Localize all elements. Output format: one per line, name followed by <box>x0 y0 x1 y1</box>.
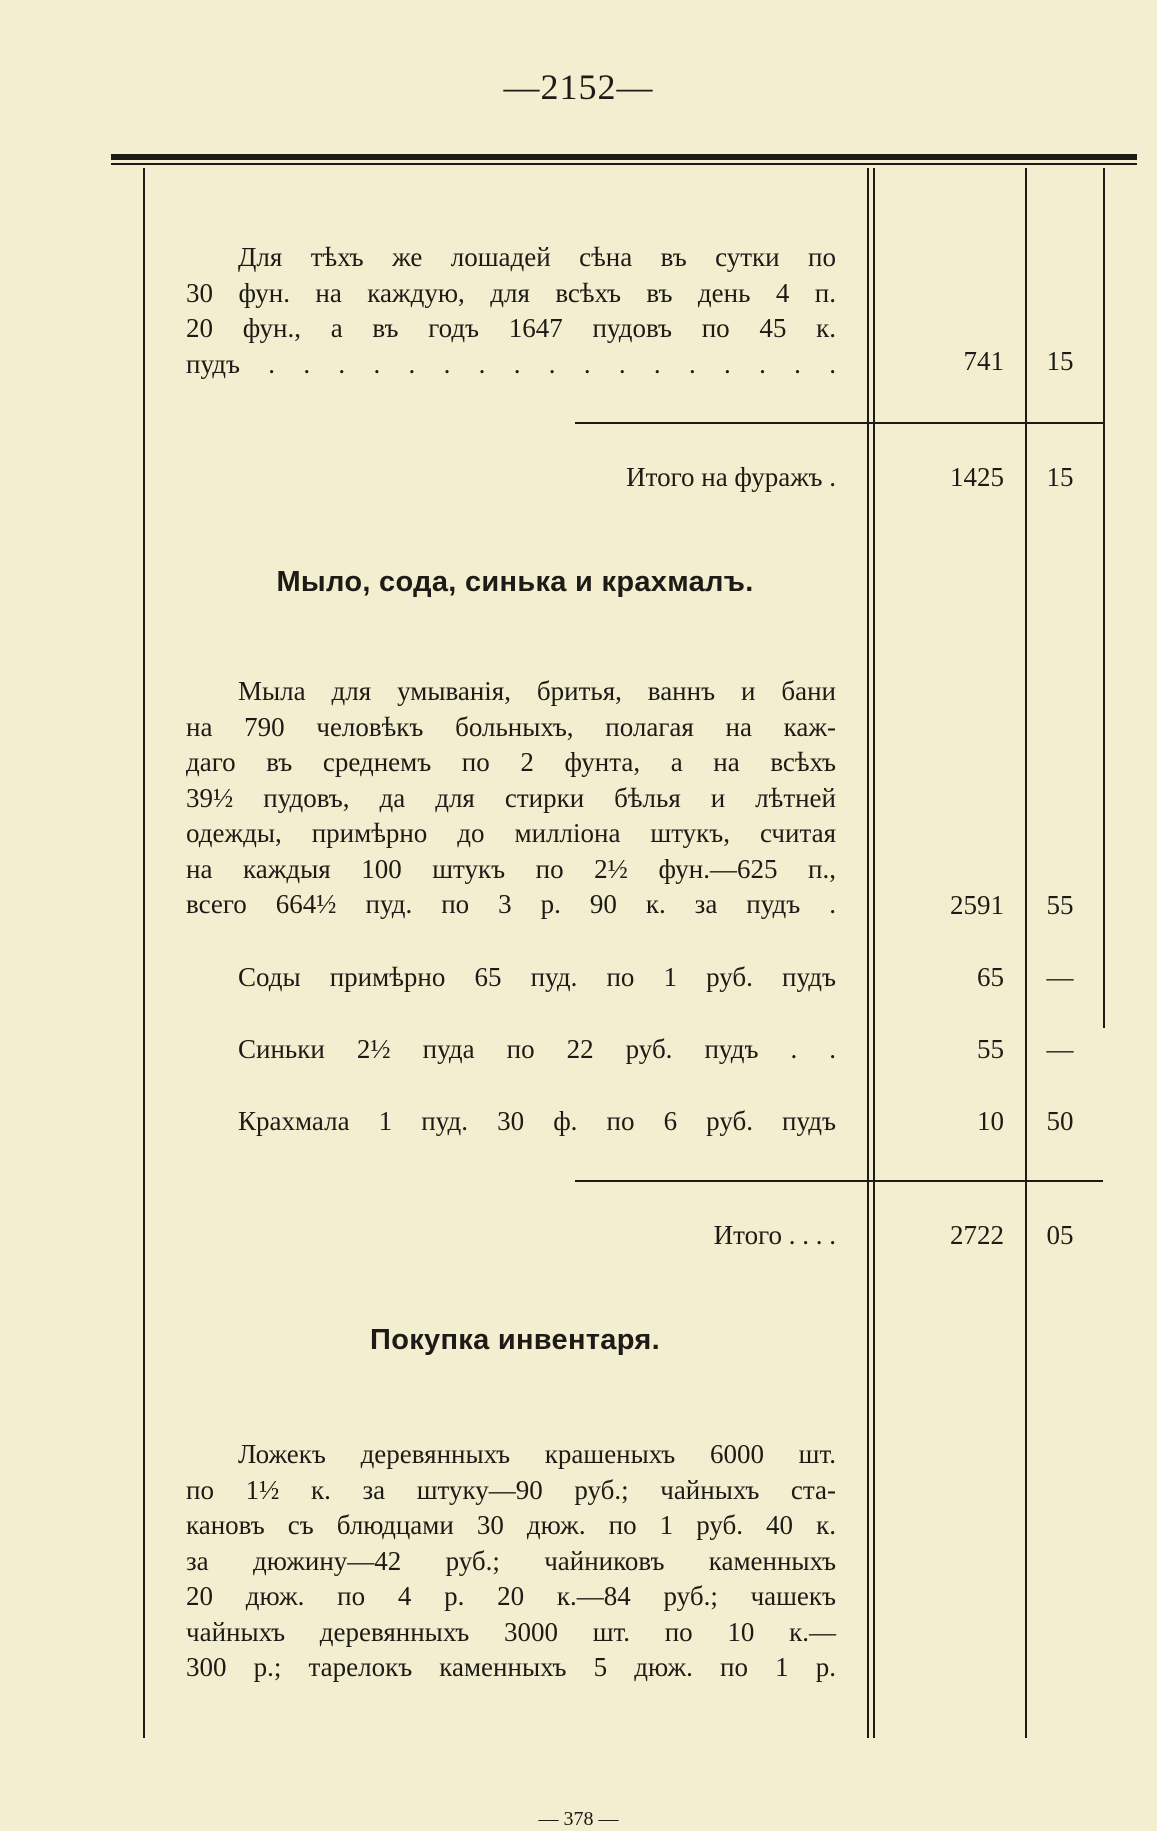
soap-section-heading: Мыло, сода, синька и крахмалъ. <box>276 566 754 598</box>
soap-line-2: на 790 человѣкъ больныхъ, полагая на каж- <box>186 711 836 742</box>
soap-line-6: на каждыя 100 штукъ по 2½ фун.—625 п., <box>186 853 836 884</box>
soap-total-kopecks: 05 <box>1046 1220 1074 1250</box>
top-rule-thin <box>111 163 1137 165</box>
soap-total-rubles: 2722 <box>950 1220 1004 1250</box>
starch-kopecks: 50 <box>1046 1106 1074 1136</box>
sum-rule-1 <box>575 422 1103 424</box>
soap-total-label: Итого . . . . <box>713 1220 836 1250</box>
hay-paragraph <box>186 240 836 382</box>
blue-item: Синьки 2½ пуда по 22 руб. пудъ . . <box>238 1034 836 1064</box>
page-header-number: —2152— <box>503 67 654 107</box>
blue-kopecks: — <box>1046 1034 1074 1064</box>
forage-total-label: Итого на фуражъ . <box>626 462 836 492</box>
hay-line-4: пудъ . . . . . . . . . . . . . . . . . <box>186 348 836 379</box>
kopecks-col-left-border <box>1025 168 1027 1738</box>
forage-total-kopecks: 15 <box>1046 462 1074 492</box>
inventory-line-1: Ложекъ деревянныхъ крашеныхъ 6000 шт. <box>238 1439 836 1469</box>
starch-rubles: 10 <box>977 1106 1004 1136</box>
inventory-line-6: чайныхъ деревянныхъ 3000 шт. по 10 к.— <box>186 1616 836 1647</box>
soap-kopecks: 55 <box>1046 890 1074 920</box>
inventory-line-4: за дюжину—42 руб.; чайниковъ каменныхъ <box>186 1545 836 1576</box>
rubles-col-left-border <box>867 168 869 1738</box>
inventory-paragraph <box>186 1437 836 1686</box>
soap-line-3: даго въ среднемъ по 2 фунта, а на всѣхъ <box>186 747 836 777</box>
soap-paragraph <box>186 674 836 923</box>
soap-line-5: одежды, примѣрно до милліона штукъ, считая <box>186 818 836 848</box>
top-rule <box>111 154 1137 160</box>
soda-rubles: 65 <box>977 962 1004 992</box>
sum-rule-2 <box>575 1180 1103 1182</box>
hay-line-2: 30 фун. на каждую, для всѣхъ въ день 4 п. <box>186 277 836 308</box>
soda-item: Соды примѣрно 65 пуд. по 1 руб. пудъ <box>238 962 836 992</box>
hay-kopecks: 15 <box>1046 346 1074 376</box>
soda-kopecks: — <box>1046 962 1074 992</box>
hay-rubles: 741 <box>963 346 1004 376</box>
soap-line-1: Мыла для умыванiя, бритья, ваннъ и бани <box>238 676 836 706</box>
inventory-line-5: 20 дюж. по 4 р. 20 к.—84 руб.; чашекъ <box>186 1581 836 1611</box>
inventory-line-7: 300 р.; тарелокъ каменныхъ 5 дюж. по 1 р. <box>186 1652 836 1682</box>
soap-line-7: всего 664½ пуд. по 3 р. 90 к. за пудъ . <box>186 889 836 919</box>
hay-line-3: 20 фун., а въ годъ 1647 пудовъ по 45 к. <box>186 313 836 343</box>
starch-item: Крахмала 1 пуд. 30 ф. по 6 руб. пудъ <box>238 1106 836 1136</box>
soap-rubles: 2591 <box>950 890 1004 920</box>
hay-line-1: Для тѣхъ же лошадей сѣна въ сутки по <box>238 242 836 272</box>
rubles-col-left-border-2 <box>873 168 875 1738</box>
inventory-section-heading: Покупка инвентаря. <box>370 1324 660 1356</box>
left-border <box>143 168 145 1738</box>
forage-total-rubles: 1425 <box>950 462 1004 492</box>
blue-rubles: 55 <box>977 1034 1004 1064</box>
inventory-line-2: по 1½ к. за штуку—90 руб.; чайныхъ ста- <box>186 1474 836 1505</box>
page-footer-number: — 378 — <box>538 1808 619 1830</box>
inventory-line-3: кановъ съ блюдцами 30 дюж. по 1 руб. 40 к. <box>186 1510 836 1540</box>
right-border <box>1103 168 1105 1028</box>
soap-line-4: 39½ пудовъ, да для стирки бѣлья и лѣтней <box>186 782 836 813</box>
